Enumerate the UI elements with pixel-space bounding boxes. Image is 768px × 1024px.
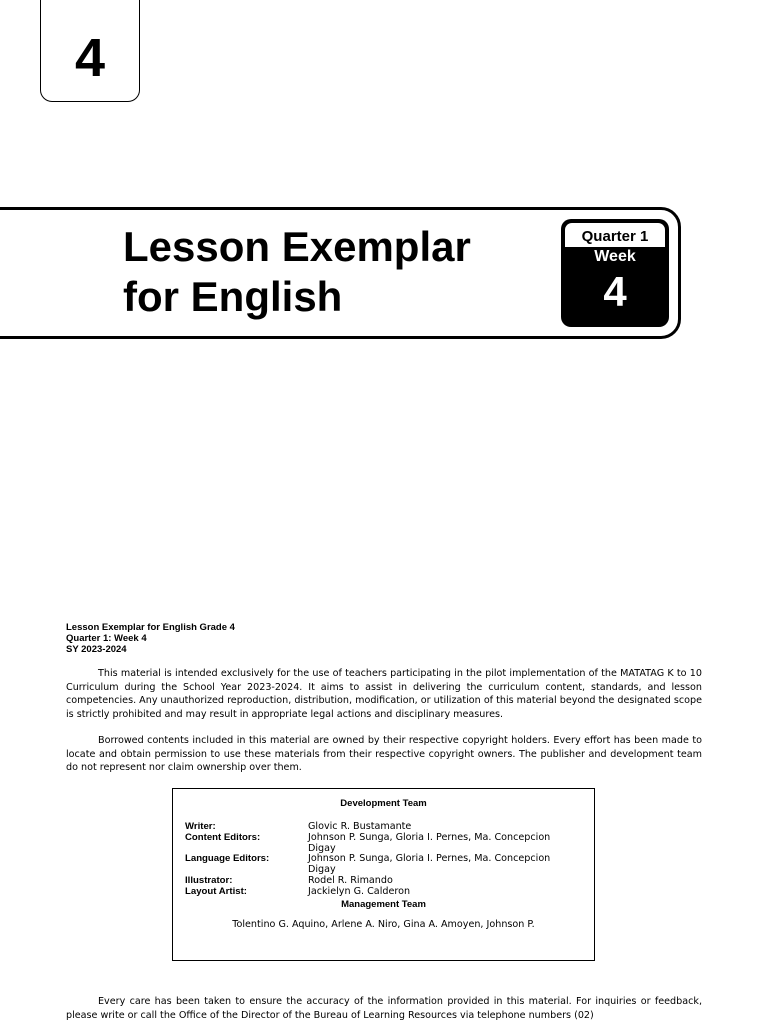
team-names: Johnson P. Sunga, Gloria I. Pernes, Ma. Concepcion Digay [308, 853, 551, 876]
title-line-2: for English [123, 273, 343, 320]
development-team-box [172, 788, 595, 961]
inquiries-paragraph: Every care has been taken to ensure the accuracy of the information provided in this material. For inquiries or feedback, please write or call the Office of the Director of the Bureau of Learning Resources via telephone numbers (02) [66, 996, 702, 1021]
meta-quarter-week: Quarter 1: Week 4 [66, 633, 147, 644]
team-role: Language Editors: [185, 853, 270, 865]
team-role: Layout Artist: [185, 885, 248, 897]
development-team-heading: Development Team [340, 798, 427, 809]
team-row-content-editors [185, 833, 585, 855]
usage-notice-paragraph: This material is intended exclusively for the use of teachers participating in the pilot implementation of the MATATAG K to 10 Curriculum during the School Year 2023-2024. It aims to assist in delivering the curriculum content, standards, and lesson competencies. Any unauthorized reproduction, distribution, modification, or utilization of this material beyond the designated scope is strictly prohibited and may result in appropriate legal actions and disciplinary measures. [66, 668, 702, 720]
team-row-layout-artist [185, 887, 585, 898]
team-role: Content Editors: [185, 831, 261, 843]
management-team-heading: Management Team [341, 899, 426, 910]
grade-number-box [40, 0, 140, 102]
document-title [123, 222, 471, 322]
week-number: 4 [603, 268, 627, 315]
team-role: Writer: [185, 821, 216, 832]
grade-number: 4 [74, 28, 106, 88]
team-names: Johnson P. Sunga, Gloria I. Pernes, Ma. Concepcion Digay [308, 831, 551, 854]
title-line-1: Lesson Exemplar [123, 223, 471, 270]
team-names: Glovic R. Bustamante [308, 821, 412, 832]
quarter-week-badge [561, 219, 669, 327]
quarter-label: Quarter 1 [565, 223, 665, 247]
team-role: Illustrator: [185, 874, 233, 886]
team-rows [185, 822, 585, 898]
team-names: Rodel R. Rimando [308, 874, 393, 886]
meta-school-year: SY 2023-2024 [66, 644, 127, 655]
meta-title: Lesson Exemplar for English Grade 4 [66, 622, 235, 633]
week-label: Week [594, 248, 636, 265]
document-meta [66, 622, 235, 655]
copyright-paragraph: Borrowed contents included in this material are owned by their respective copyright holders. Every effort has been made to locate and obtain permission to use these materials from their respective copyright owners. The publisher and development team do not represent nor claim ownership over them. [66, 735, 702, 773]
management-team-names: Tolentino G. Aquino, Arlene A. Niro, Gina A. Amoyen, Johnson P. [232, 919, 535, 930]
team-row-language-editors [185, 854, 585, 876]
team-names: Jackielyn G. Calderon [308, 885, 411, 897]
